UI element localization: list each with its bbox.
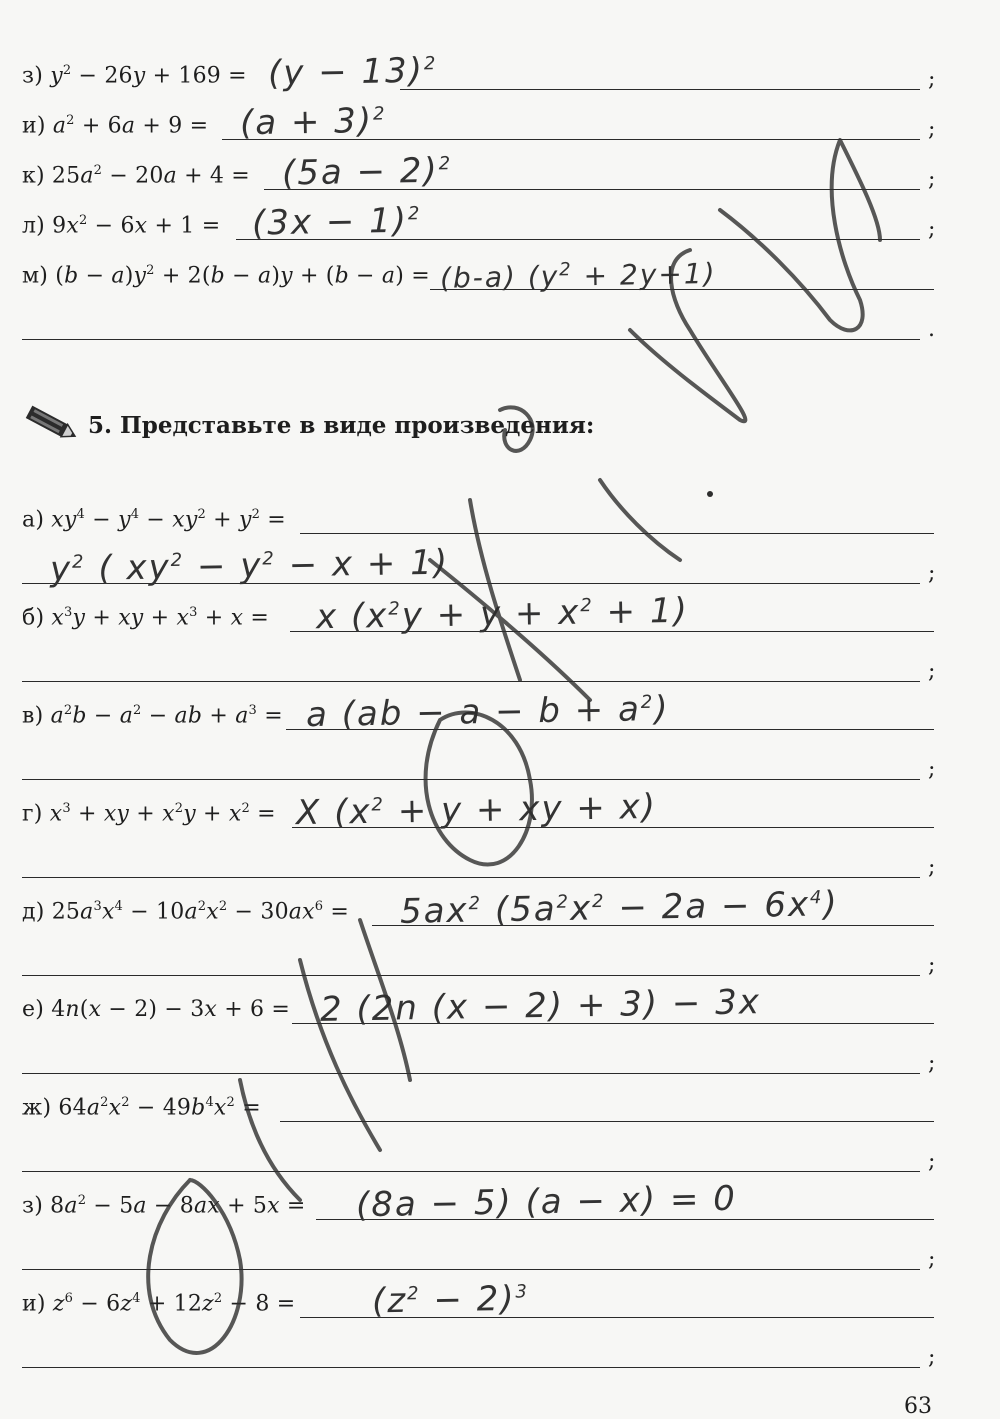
- answer-line: [22, 877, 920, 878]
- expression: м) $(b - a)y^2 + 2(b - a)y + (b - a)$ =: [22, 262, 430, 288]
- exercise-item-i-top: [0, 98, 1000, 148]
- end-mark: ;: [928, 953, 936, 978]
- exercise-item: [0, 688, 1000, 738]
- exercise-item-z-top: [0, 48, 1000, 98]
- answer-line: [400, 89, 920, 90]
- end-mark: ;: [928, 1149, 936, 1174]
- exercise-item-continuation: [0, 542, 1000, 592]
- answer-line: [22, 779, 920, 780]
- answer-line: [22, 1073, 920, 1074]
- handwritten-answer: 2 (2n (x − 2) + 3) − 3x: [319, 982, 762, 1030]
- exercise-item: [0, 590, 1000, 640]
- answer-line: [280, 1121, 934, 1122]
- answer-line: [236, 239, 920, 240]
- handwritten-answer: $5ax^2$ $(5a^2x^2 - 2a - 6x^4)$: [399, 884, 840, 932]
- pencil-icon: [24, 404, 80, 444]
- handwritten-answer: a $(ab - a - b + a^2)$: [305, 688, 670, 736]
- exercise-item-m-continuation: [0, 298, 1000, 348]
- handwritten-answer: $(a + 3)^2$: [239, 100, 387, 144]
- exercise-item-continuation: [0, 1130, 1000, 1180]
- expression: з) $8a^2 - 5a - 8ax + 5x$ =: [22, 1192, 306, 1218]
- exercise-item-continuation: [0, 1326, 1000, 1376]
- answer-line: [22, 1367, 920, 1368]
- end-mark: ;: [928, 1051, 936, 1076]
- exercise-item-continuation: [0, 1032, 1000, 1082]
- end-mark: ;: [928, 855, 936, 880]
- expression: д) $25a^3x^4 - 10a^2x^2 - 30ax^6$ =: [22, 898, 350, 924]
- exercise-item: [0, 1080, 1000, 1130]
- end-mark: ;: [928, 757, 936, 782]
- end-mark: ;: [928, 1247, 936, 1272]
- end-mark: ;: [928, 67, 936, 92]
- expression: а) $xy^4 - y^4 - xy^2 + y^2$ =: [22, 506, 286, 532]
- answer-line: [22, 1171, 920, 1172]
- answer-line: [430, 289, 934, 290]
- answer-line: [22, 975, 920, 976]
- end-mark: .: [928, 317, 935, 342]
- handwritten-answer: $y^2$ ( $xy^2 - y^2 - x + 1$): [49, 542, 450, 590]
- expression: з) $y^2 - 26y + 169$ =: [22, 62, 247, 88]
- end-mark: ;: [928, 167, 936, 192]
- handwritten-answer: $(z^2 - 2)^3$: [371, 1278, 530, 1322]
- end-mark: ;: [928, 117, 936, 142]
- answer-line: [22, 681, 920, 682]
- end-mark: ;: [928, 659, 936, 684]
- handwritten-answer: $(5a - 2)^2$: [281, 150, 453, 194]
- answer-line: [22, 339, 920, 340]
- handwritten-answer: $(y - 13)^2$: [267, 50, 438, 94]
- exercise-item: [0, 492, 1000, 542]
- end-mark: ;: [928, 561, 936, 586]
- handwritten-answer: x $(x^2y + y + x^2 + 1)$: [315, 590, 690, 638]
- exercise-item: [0, 884, 1000, 934]
- expression: е) 4n(x − 2) − 3x + 6 =: [22, 997, 291, 1022]
- handwritten-answer: $(3x - 1)^2$: [251, 200, 422, 244]
- handwritten-answer: (b-a) $(y^2 + 2y+1)$: [439, 256, 717, 295]
- expression: ж) $64a^2x^2 - 49b^4x^2$ =: [22, 1094, 261, 1120]
- answer-line: [22, 1269, 920, 1270]
- exercise-item: [0, 1276, 1000, 1326]
- exercise-item: [0, 1178, 1000, 1228]
- exercise-item: [0, 982, 1000, 1032]
- exercise-item-m-top: [0, 248, 1000, 298]
- expression: и) $a^2 + 6a + 9$ =: [22, 112, 209, 138]
- expression: к) $25a^2 - 20a + 4$ =: [22, 162, 250, 188]
- answer-line: [264, 189, 920, 190]
- exercise-item-continuation: [0, 934, 1000, 984]
- expression: и) $z^6 - 6z^4 + 12z^2 - 8$ =: [22, 1290, 296, 1316]
- exercise-item-l-top: [0, 198, 1000, 248]
- end-mark: ;: [928, 217, 936, 242]
- exercise-item-continuation: [0, 836, 1000, 886]
- exercise-item-continuation: [0, 738, 1000, 788]
- end-mark: ;: [928, 1345, 936, 1370]
- page-number: 63: [904, 1394, 932, 1419]
- expression: в) $a^2b - a^2$ − ab + $a^3$ =: [22, 702, 283, 728]
- answer-line: [222, 139, 920, 140]
- handwritten-answer: X ($x^2 + y$ + xy + x): [295, 786, 658, 834]
- expression: л) $9x^2 - 6x + 1$ =: [22, 212, 221, 238]
- exercise-item-continuation: [0, 1228, 1000, 1278]
- expression: б) $x^3y$ + xy + $x^3 + x$ =: [22, 604, 270, 630]
- exercise-item-continuation: [0, 640, 1000, 690]
- exercise-item: [0, 786, 1000, 836]
- exercise-heading: 5. Представьте в виде произведения:: [88, 412, 595, 439]
- exercise-item-k-top: [0, 148, 1000, 198]
- handwritten-answer: (8a − 5) (a − x) = 0: [355, 1178, 738, 1226]
- answer-line: [300, 533, 934, 534]
- expression: г) $x^3$ + xy + $x^2y + x^2$ =: [22, 800, 276, 826]
